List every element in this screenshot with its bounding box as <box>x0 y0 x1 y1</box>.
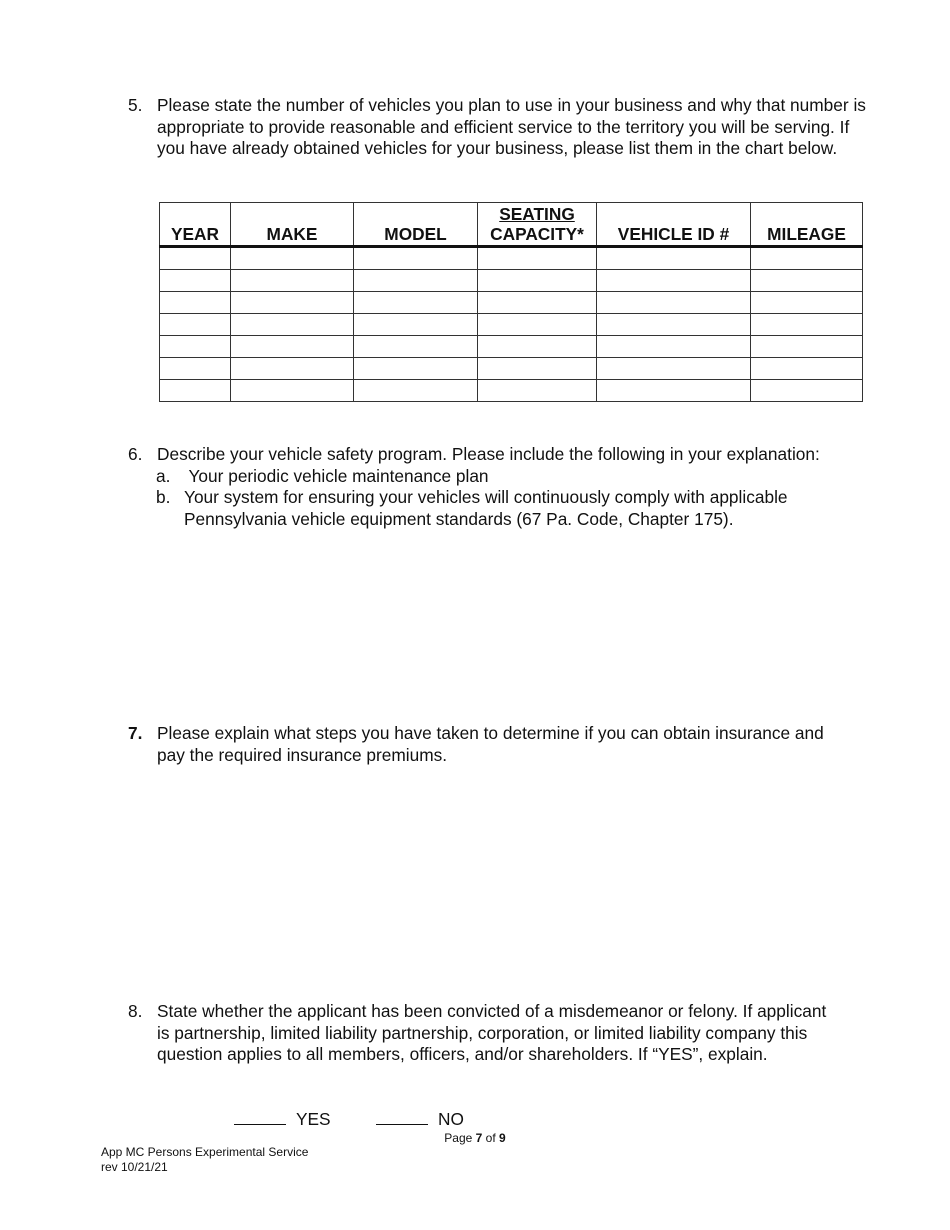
table-cell[interactable] <box>354 270 478 292</box>
table-row <box>160 358 863 380</box>
col-header-model: MODEL <box>354 203 478 247</box>
table-cell[interactable] <box>231 336 354 358</box>
yes-blank[interactable] <box>234 1110 286 1125</box>
table-cell[interactable] <box>597 380 751 402</box>
table-cell[interactable] <box>231 358 354 380</box>
capacity-label: CAPACITY* <box>490 224 584 244</box>
table-cell[interactable] <box>751 336 863 358</box>
table-cell[interactable] <box>478 292 597 314</box>
table-cell[interactable] <box>160 292 231 314</box>
table-cell[interactable] <box>751 380 863 402</box>
table-cell[interactable] <box>160 247 231 270</box>
table-cell[interactable] <box>160 314 231 336</box>
table-cell[interactable] <box>478 270 597 292</box>
col-header-mileage: MILEAGE <box>751 203 863 247</box>
table-cell[interactable] <box>478 247 597 270</box>
table-cell[interactable] <box>354 292 478 314</box>
question-6 <box>128 444 888 531</box>
table-cell[interactable] <box>231 292 354 314</box>
table-cell[interactable] <box>160 336 231 358</box>
question-number: 8. <box>128 1001 143 1021</box>
table-cell[interactable] <box>354 247 478 270</box>
table-cell[interactable] <box>597 270 751 292</box>
form-revision: rev 10/21/21 <box>101 1159 168 1174</box>
form-name: App MC Persons Experimental Service <box>101 1145 309 1159</box>
col-header-make: MAKE <box>231 203 354 247</box>
col-header-year: YEAR <box>160 203 231 247</box>
no-option[interactable] <box>376 1109 464 1130</box>
table-cell[interactable] <box>231 247 354 270</box>
table-cell[interactable] <box>160 358 231 380</box>
current-page: 7 <box>475 1131 483 1145</box>
page-number: Page 7 of 9 <box>444 1131 506 1145</box>
table-row <box>160 314 863 336</box>
table-cell[interactable] <box>751 314 863 336</box>
table-cell[interactable] <box>597 336 751 358</box>
table-cell[interactable] <box>478 380 597 402</box>
table-cell[interactable] <box>597 314 751 336</box>
table-cell[interactable] <box>231 270 354 292</box>
table-cell[interactable] <box>478 314 597 336</box>
table-row <box>160 270 863 292</box>
no-label: NO <box>438 1109 464 1129</box>
table-cell[interactable] <box>160 270 231 292</box>
question-text: Please explain what steps you have taken to determine if you can obtain insurance and pay the required insurance premiums. <box>157 723 824 765</box>
table-cell[interactable] <box>597 292 751 314</box>
list-item-text: Your periodic vehicle maintenance plan <box>184 465 489 486</box>
table-cell[interactable] <box>751 292 863 314</box>
table-cell[interactable] <box>478 336 597 358</box>
table-cell[interactable] <box>751 270 863 292</box>
list-item-text: Your system for ensuring your vehicles will continuously comply with applicable Pennsylvania vehicle equipment standards (67 Pa. Code, Chapter 175). <box>184 487 788 530</box>
table-header-row <box>160 203 863 247</box>
col-header-seating-capacity <box>478 203 597 247</box>
table-cell[interactable] <box>597 247 751 270</box>
seating-label: SEATING <box>499 204 575 224</box>
table-cell[interactable] <box>354 314 478 336</box>
vehicle-table <box>159 202 863 402</box>
table-cell[interactable] <box>354 336 478 358</box>
question-number: 5. <box>128 95 143 115</box>
table-row <box>160 336 863 358</box>
table-cell[interactable] <box>751 247 863 270</box>
list-item-letter: a. <box>156 465 171 486</box>
yes-label: YES <box>296 1109 331 1129</box>
question-text: State whether the applicant has been convicted of a misdemeanor or felony. If applicant is partnership, limited liability partnership, corporation, or limited liability company this question applies to all members, officers, and/or shareholders. If “YES”, explain. <box>157 1001 827 1065</box>
table-cell[interactable] <box>231 314 354 336</box>
question-text: Please state the number of vehicles you plan to use in your business and why that number is appropriate to provide reasonable and efficient service to the territory you will be serving. If you have already obtained vehicles for your business, please list them in the chart below. <box>157 95 866 159</box>
table-cell[interactable] <box>354 358 478 380</box>
question-7 <box>128 723 848 766</box>
col-header-vehicle-id: VEHICLE ID # <box>597 203 751 247</box>
question-5 <box>128 95 868 160</box>
table-cell[interactable] <box>160 380 231 402</box>
total-pages: 9 <box>499 1131 506 1145</box>
no-blank[interactable] <box>376 1110 428 1125</box>
list-item <box>128 466 888 488</box>
question-text: Describe your vehicle safety program. Please include the following in your explanation: <box>157 444 820 464</box>
table-row <box>160 247 863 270</box>
question-8 <box>128 1001 833 1066</box>
table-cell[interactable] <box>597 358 751 380</box>
form-identifier <box>101 1145 308 1174</box>
table-cell[interactable] <box>354 380 478 402</box>
question-number: 7. <box>128 723 143 743</box>
question-number: 6. <box>128 444 143 464</box>
yes-option[interactable] <box>234 1109 331 1130</box>
table-row <box>160 292 863 314</box>
table-cell[interactable] <box>751 358 863 380</box>
list-item <box>128 487 824 530</box>
table-cell[interactable] <box>478 358 597 380</box>
table-cell[interactable] <box>231 380 354 402</box>
table-row <box>160 380 863 402</box>
list-item-letter: b. <box>156 487 171 508</box>
